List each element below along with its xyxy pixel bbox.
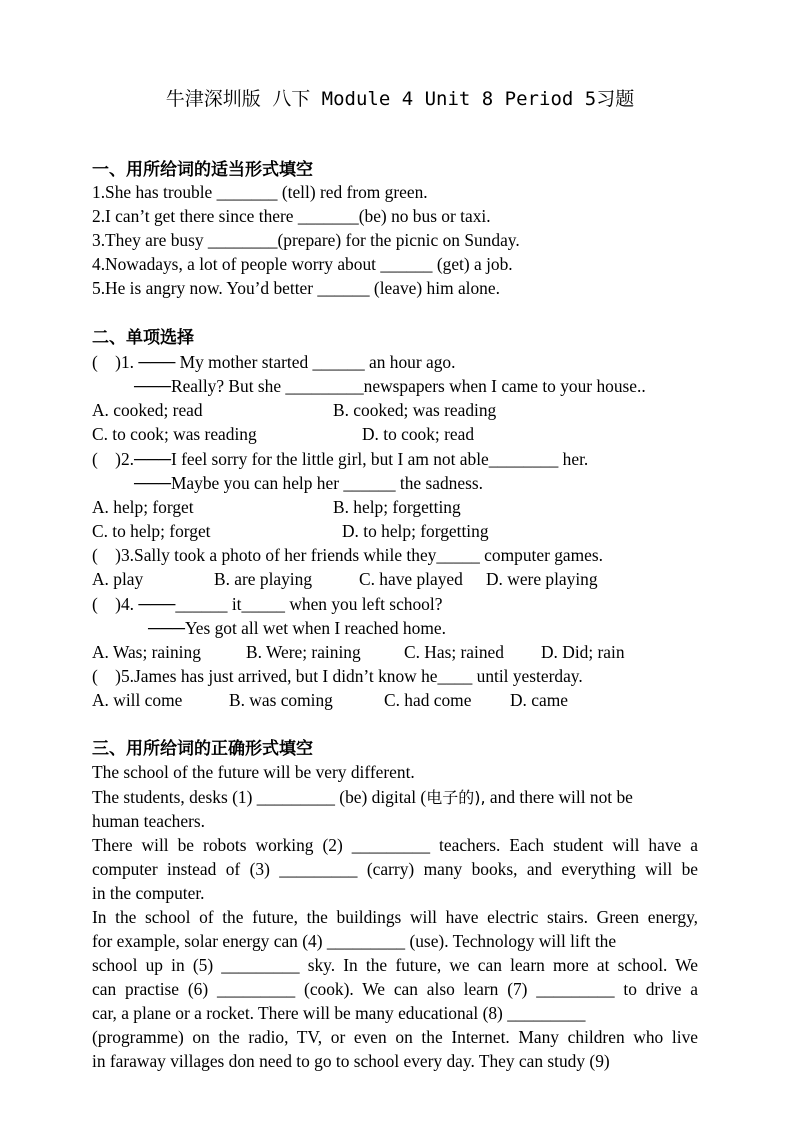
section-1-item-2: 2.I can’t get there since there _______(be) no bus or taxi.: [92, 206, 491, 226]
q1-option-d: D. to cook; read: [362, 424, 475, 444]
q1-reply: ───Really? But she _________newspapers when I came to your house..: [134, 376, 646, 396]
passage-line-6: in the computer.: [92, 883, 205, 903]
passage-line-3: human teachers.: [92, 811, 205, 831]
q1-option-a: A. cooked; read: [92, 400, 203, 420]
passage-line-4: There will be robots working (2) _________ teachers. Each student will have a: [92, 835, 698, 855]
section-3-heading: 三、用所给词的正确形式填空: [92, 739, 313, 759]
q5-stem: ( )5.James has just arrived, but I didn’t know he____ until yesterday.: [92, 666, 583, 686]
section-1-item-4: 4.Nowadays, a lot of people worry about ______ (get) a job.: [92, 254, 513, 274]
q5-option-d: D. came: [510, 690, 568, 710]
passage-line-11: car, a plane or a rocket. There will be many educational (8) _________: [92, 1003, 586, 1023]
q3-option-a: A. play: [92, 569, 144, 589]
section-1-item-1: 1.She has trouble _______ (tell) red from green.: [92, 182, 428, 202]
section-1-item-5: 5.He is angry now. You’d better ______ (leave) him alone.: [92, 278, 500, 298]
passage-line-5: computer instead of (3) _________ (carry) many books, and everything will be: [92, 859, 698, 879]
q3-option-d: D. were playing: [486, 569, 598, 589]
q2-option-b: B. help; forgetting: [333, 497, 461, 517]
q4-option-b: B. Were; raining: [246, 642, 361, 662]
q2-stem: ( )2.───I feel sorry for the little girl, but I am not able________ her.: [92, 449, 589, 469]
section-2-heading: 二、单项选择: [92, 328, 194, 348]
q2-option-d: D. to help; forgetting: [342, 521, 489, 541]
passage-line-2-part-1: The students, desks (1) _________ (be) digital (: [92, 787, 427, 807]
page-title: 牛津深圳版 八下 Module 4 Unit 8 Period 5习题: [165, 88, 635, 110]
q5-option-a: A. will come: [92, 690, 183, 710]
q1-stem: ( )1. ─── My mother started ______ an hour ago.: [92, 352, 456, 372]
passage-line-8: for example, solar energy can (4) _________ (use). Technology will lift the: [92, 931, 617, 951]
passage-line-10: can practise (6) _________ (cook). We can also learn (7) _________ to drive a: [92, 979, 698, 999]
q2-option-c: C. to help; forget: [92, 521, 211, 541]
q1-option-b: B. cooked; was reading: [333, 400, 497, 420]
q4-reply: ───Yes got all wet when I reached home.: [148, 618, 446, 638]
passage-line-13: in faraway villages don need to go to school every day. They can study (9): [92, 1051, 610, 1071]
passage-line-1: The school of the future will be very different.: [92, 762, 415, 782]
q4-option-c: C. Has; rained: [404, 642, 504, 662]
q4-stem: ( )4. ───______ it_____ when you left school?: [92, 594, 443, 614]
passage-line-12: (programme) on the radio, TV, or even on the Internet. Many children who live: [92, 1027, 698, 1047]
q4-option-d: D. Did; rain: [541, 642, 625, 662]
q5-option-b: B. was coming: [229, 690, 333, 710]
passage-line-2: [92, 785, 633, 810]
q4-option-a: A. Was; raining: [92, 642, 201, 662]
section-1-heading: 一、用所给词的适当形式填空: [92, 160, 313, 180]
q2-reply: ───Maybe you can help her ______ the sadness.: [134, 473, 483, 493]
q2-option-a: A. help; forget: [92, 497, 194, 517]
q5-option-c: C. had come: [384, 690, 472, 710]
section-1-item-3: 3.They are busy ________(prepare) for the picnic on Sunday.: [92, 230, 520, 250]
passage-line-2-part-2: and there will not be: [485, 787, 633, 807]
q3-stem: ( )3.Sally took a photo of her friends while they_____ computer games.: [92, 545, 603, 565]
q3-option-c: C. have played: [359, 569, 463, 589]
passage-line-2-chinese: 电子的),: [426, 788, 486, 807]
passage-line-7: In the school of the future, the buildings will have electric stairs. Green energy,: [92, 907, 698, 927]
q1-option-c: C. to cook; was reading: [92, 424, 257, 444]
q3-option-b: B. are playing: [214, 569, 313, 589]
passage-line-9: school up in (5) _________ sky. In the future, we can learn more at school. We: [92, 955, 698, 975]
